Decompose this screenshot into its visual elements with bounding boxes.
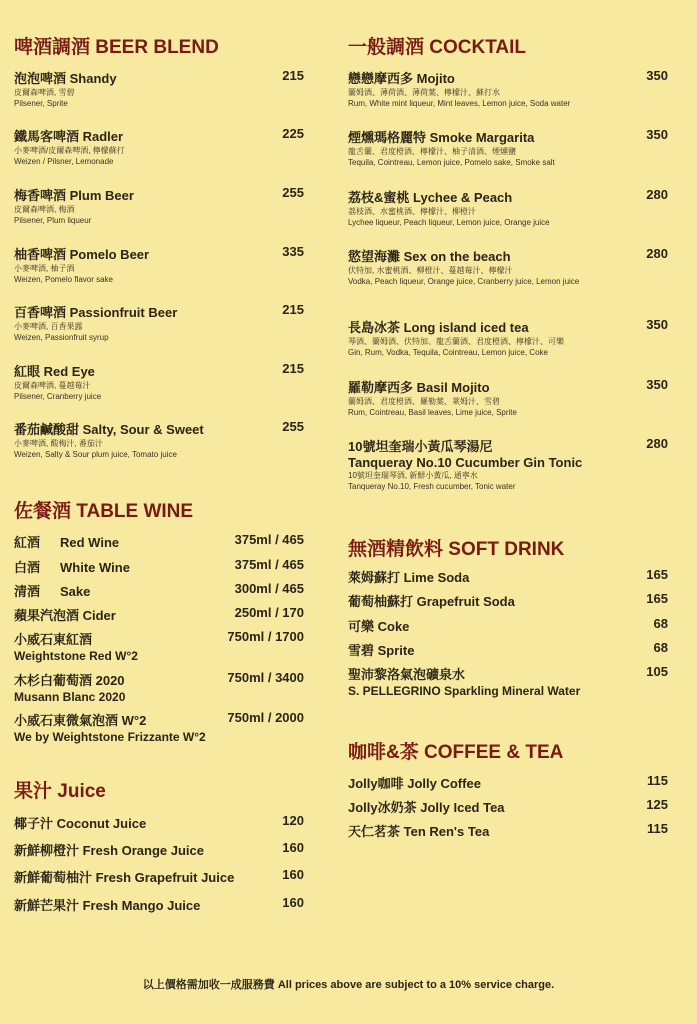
wine-zh: 紅酒 [14,535,41,550]
coffee-name: Jolly咖啡 Jolly Coffee [348,776,481,791]
wine-price: 300ml / 465 [234,581,304,596]
coffee-row [348,797,668,816]
wine-en: White Wine [60,560,130,575]
item-ingredients-zh: 蘭姆酒、薄荷酒、薄荷葉、檸檬汁、蘇打水 [348,88,500,97]
wine-name: 小威石東微氣泡酒 W°2 [14,713,147,728]
wine-zh: 白酒 [14,560,41,575]
wine-price: 750ml / 2000 [227,710,304,725]
menu-item [348,436,668,492]
item-ingredients-en: Pilsener, Sprite [14,99,68,108]
item-price: 350 [646,127,668,142]
item-name: 煙燻瑪格麗特 Smoke Margarita [348,130,535,145]
wine-name: 蘋果汽泡酒 Cider [14,608,116,623]
juice-row [14,867,304,886]
juice-name: 新鮮芒果汁 Fresh Mango Juice [14,898,201,913]
item-price: 255 [282,185,304,200]
soft-price: 165 [646,591,668,606]
soft-name: 聖沛黎洛氣泡礦泉水 [348,667,466,682]
item-price: 350 [646,317,668,332]
coffee-row [348,773,668,792]
juice-row [14,895,304,914]
item-ingredients-en: Rum, White mint liqueur, Mint leaves, Lemon juice, Soda water [348,99,571,108]
item-ingredients-zh: 伏特加, 水蜜桃酒、柳橙汁、蔓越莓汁、檸檬汁 [348,266,513,275]
item-price: 335 [282,244,304,259]
item-ingredients-en: Tanqueray No.10, Fresh cucumber, Tonic water [348,482,516,491]
wine-zh: 清酒 [14,584,41,599]
coffee-name: 天仁茗茶 Ten Ren's Tea [348,824,490,839]
wine-subtitle: We by Weightstone Frizzante W°2 [14,730,206,744]
service-charge-note: 以上價格需加收一成服務費 All prices above are subject to a 10% service charge. [142,979,555,991]
wine-name: 小威石東紅酒 [14,632,93,647]
juice-price: 160 [282,895,304,910]
item-name: 10號坦奎瑞小黃瓜琴湯尼 [348,439,493,454]
wine-price: 250ml / 170 [234,605,304,620]
juice-price: 160 [282,867,304,882]
item-ingredients-en: Weizen, Salty & Sour plum juice, Tomato juice [14,450,177,459]
wine-row [14,629,304,663]
juice-row [14,813,304,832]
menu-item [14,302,304,343]
coffee-price: 115 [647,821,668,836]
wine-subtitle: Musann Blanc 2020 [14,690,126,704]
menu-item [14,419,304,460]
menu-item [348,187,668,228]
item-ingredients-zh: 小麥啤酒, 酸梅汁, 番茄汁 [14,439,103,448]
soft-name: 可樂 Coke [348,619,410,634]
item-name: 百香啤酒 Passionfruit Beer [14,305,178,320]
beer-blend-title: 啤酒調酒 BEER BLEND [14,37,219,58]
item-name: 慾望海灘 Sex on the beach [348,249,511,264]
item-ingredients-zh: 小麥啤酒/皮爾森啤酒, 檸檬蘇打 [14,146,125,155]
item-ingredients-zh: 皮爾森啤酒, 梅酒 [14,205,75,214]
soft-name: 葡萄柚蘇打 Grapefruit Soda [348,594,515,609]
coffee-row [348,821,668,840]
soft-row [348,591,668,610]
item-price: 215 [282,361,304,376]
item-ingredients-en: Weizen, Pomelo flavor sake [14,275,114,284]
item-ingredients-zh: 10號坦奎瑞琴酒, 新鮮小黃瓜, 通寧水 [348,471,478,480]
coffee-name: Jolly冰奶茶 Jolly Iced Tea [348,800,505,815]
item-ingredients-en: Gin, Rum, Vodka, Tequila, Cointreau, Lemon juice, Coke [348,348,548,357]
item-name: 紅眼 Red Eye [14,364,95,379]
item-ingredients-en: Weizen / Pilsner, Lemonade [14,157,114,166]
juice-price: 120 [282,813,304,828]
item-name: 長島冰茶 Long island iced tea [348,320,529,335]
item-ingredients-en: Pilsener, Plum liqueur [14,216,92,225]
menu-item [14,68,304,109]
menu-item [348,127,668,168]
wine-row [14,557,304,576]
coffee-tea-title: 咖啡&茶 COFFEE & TEA [348,742,564,763]
item-ingredients-zh: 龍舌蘭、君度橙酒、檸檬汁、柚子清酒、煙燻鹽 [348,147,516,156]
item-price: 215 [282,302,304,317]
item-price: 225 [282,126,304,141]
wine-price: 750ml / 3400 [227,670,304,685]
item-ingredients-zh: 小麥啤酒, 百香果露 [14,322,83,331]
coffee-price: 125 [646,797,668,812]
juice-name: 椰子汁 Coconut Juice [14,816,147,831]
item-price: 350 [646,377,668,392]
item-ingredients-en: Weizen, Passionfruit syrup [14,333,109,342]
item-ingredients-zh: 蘭姆酒、君度橙酒、羅勒葉、萊姆汁、雪碧 [348,397,500,406]
soft-row [348,640,668,659]
item-name: 戀戀摩西多 Mojito [348,71,455,86]
juice-price: 160 [282,840,304,855]
juice-name: 新鮮柳橙汁 Fresh Orange Juice [14,843,204,858]
soft-name: 萊姆蘇打 Lime Soda [348,570,470,585]
wine-row [14,581,304,600]
item-name: 柚香啤酒 Pomelo Beer [14,247,150,262]
table-wine-title: 佐餐酒 TABLE WINE [14,501,194,522]
item-name: 泡泡啤酒 Shandy [14,71,117,86]
soft-price: 105 [646,664,668,679]
item-ingredients-en: Rum, Cointreau, Basil leaves, Lime juice, Sprite [348,408,517,417]
soft-price: 165 [646,567,668,582]
wine-price: 375ml / 465 [234,532,304,547]
soft-row [348,567,668,586]
item-name: 羅勒摩西多 Basil Mojito [348,380,490,395]
cocktail-title: 一般調酒 COCKTAIL [348,37,527,58]
menu-item [348,317,668,358]
item-price: 350 [646,68,668,83]
wine-name: 木杉白葡萄酒 2020 [14,673,125,688]
item-name-en: Tanqueray No.10 Cucumber Gin Tonic [348,455,583,470]
menu-item [14,361,304,402]
item-ingredients-zh: 小麥啤酒, 柚子酒 [14,264,75,273]
soft-drink-title: 無酒精飲料 SOFT DRINK [348,539,565,560]
juice-row [14,840,304,859]
menu-item [14,126,304,167]
soft-subtitle: S. PELLEGRINO Sparkling Mineral Water [348,684,581,698]
menu-item [348,68,668,109]
item-name: 鐵馬客啤酒 Radler [14,129,124,144]
wine-row [14,532,304,551]
item-ingredients-zh: 琴酒、蘭姆酒、伏特加、龍舌蘭酒、君度橙酒、檸檬汁、可樂 [348,337,564,346]
item-ingredients-en: Lychee liqueur, Peach liqueur, Lemon juice, Orange juice [348,218,550,227]
wine-price: 750ml / 1700 [227,629,304,644]
item-ingredients-zh: 皮爾森啤酒, 雪碧 [14,88,75,97]
juice-title: 果汁 Juice [14,781,106,802]
item-ingredients-en: Vodka, Peach liqueur, Orange juice, Cranberry juice, Lemon juice [348,277,580,286]
item-name: 番茄鹹酸甜 Salty, Sour & Sweet [14,422,204,437]
wine-price: 375ml / 465 [234,557,304,572]
menu-item [14,244,304,285]
item-price: 280 [646,246,668,261]
wine-en: Sake [60,584,91,599]
wine-subtitle: Weightstone Red W°2 [14,649,138,663]
item-ingredients-en: Tequila, Cointreau, Lemon juice, Pomelo sake, Smoke salt [348,158,555,167]
item-price: 255 [282,419,304,434]
item-ingredients-en: Pilsener, Cranberry juice [14,392,102,401]
soft-price: 68 [653,616,668,631]
item-name: 梅香啤酒 Plum Beer [14,188,134,203]
wine-en: Red Wine [60,535,120,550]
item-price: 215 [282,68,304,83]
item-ingredients-zh: 皮爾森啤酒, 蔓越莓汁 [14,381,91,390]
soft-row [348,664,668,698]
soft-price: 68 [653,640,668,655]
coffee-price: 115 [647,773,668,788]
soft-name: 雪碧 Sprite [348,643,415,658]
wine-row [14,605,304,624]
soft-row [348,616,668,635]
juice-name: 新鮮葡萄柚汁 Fresh Grapefruit Juice [14,870,235,885]
menu-item [348,377,668,418]
menu-item [14,185,304,226]
item-name: 荔枝&蜜桃 Lychee & Peach [348,190,513,205]
item-price: 280 [646,436,668,451]
item-ingredients-zh: 荔枝酒、水蜜桃酒、檸檬汁、柳橙汁 [348,207,476,216]
menu-item [348,246,668,287]
item-price: 280 [646,187,668,202]
wine-row [14,670,304,704]
wine-row [14,710,304,744]
